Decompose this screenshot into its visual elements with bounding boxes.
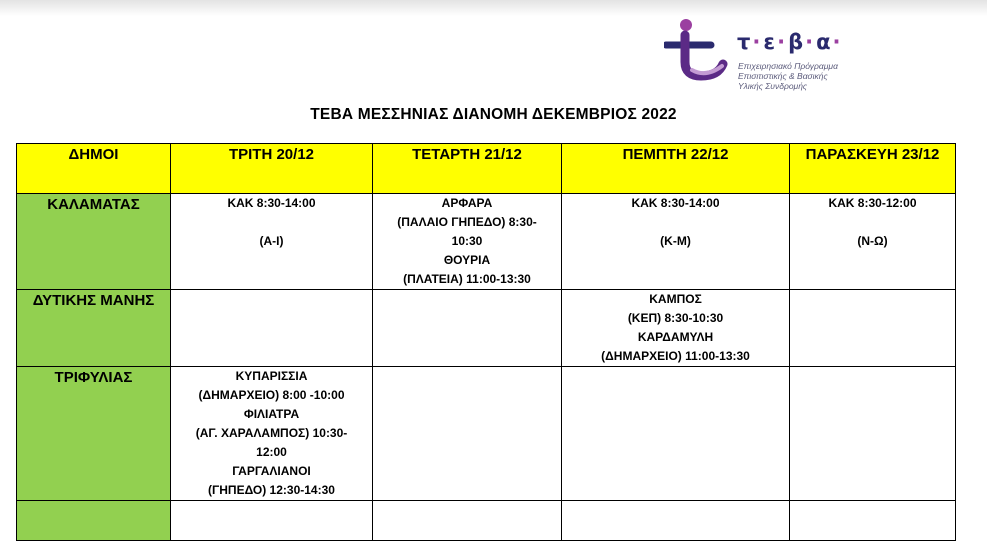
municipality-cell: ΔΥΤΙΚΗΣ ΜΑΝΗΣ bbox=[17, 290, 171, 367]
header-municipalities: ΔΗΜΟΙ bbox=[17, 144, 171, 194]
teva-logo-mark-icon bbox=[664, 18, 728, 82]
distribution-schedule-table bbox=[16, 143, 956, 541]
schedule-cell bbox=[171, 290, 373, 367]
table-row-partial bbox=[17, 501, 956, 541]
schedule-cell: ΚΑΚ 8:30-12:00 (Ν-Ω) bbox=[790, 194, 956, 290]
table-row bbox=[17, 194, 956, 290]
municipality-cell bbox=[17, 501, 171, 541]
schedule-cell bbox=[790, 367, 956, 501]
document-title: ΤΕΒΑ ΜΕΣΣΗΝΙΑΣ ΔΙΑΝΟΜΗ ΔΕΚΕΜΒΡΙΟΣ 2022 bbox=[310, 106, 677, 123]
header-tuesday: ΤΡΙΤΗ 20/12 bbox=[171, 144, 373, 194]
table-row bbox=[17, 290, 956, 367]
schedule-cell bbox=[562, 501, 790, 541]
schedule-cell bbox=[790, 501, 956, 541]
teva-tagline: Επιχειρησιακό Πρόγραμμα Επισιτιστικής & Βασικής Υλικής Συνδρομής bbox=[738, 61, 838, 91]
table-row bbox=[17, 367, 956, 501]
municipality-cell: ΤΡΙΦΥΛΙΑΣ bbox=[17, 367, 171, 501]
schedule-cell: ΑΡΦΑΡΑ (ΠΑΛΑΙΟ ΓΗΠΕΔΟ) 8:30- 10:30 ΘΟΥΡΙΑ (ΠΛΑΤΕΙΑ) 11:00-13:30 bbox=[373, 194, 562, 290]
teva-wordmark: τ·ε·β·α· bbox=[737, 30, 844, 54]
schedule-cell: ΚΑΜΠΟΣ (ΚΕΠ) 8:30-10:30 ΚΑΡΔΑΜΥΛΗ (ΔΗΜΑΡΧΕΙΟ) 11:00-13:30 bbox=[562, 290, 790, 367]
schedule-cell bbox=[171, 501, 373, 541]
header-friday: ΠΑΡΑΣΚΕΥΗ 23/12 bbox=[790, 144, 956, 194]
schedule-cell: ΚΥΠΑΡΙΣΣΙΑ (ΔΗΜΑΡΧΕΙΟ) 8:00 -10:00 ΦΙΛΙΑΤΡΑ (ΑΓ. ΧΑΡΑΛΑΜΠΟΣ) 10:30- 12:00 ΓΑΡΓΑΛΙΑΝΟΙ (ΓΗΠΕΔΟ) 12:30-14:30 bbox=[171, 367, 373, 501]
municipality-cell: ΚΑΛΑΜΑΤΑΣ bbox=[17, 194, 171, 290]
table-header-row bbox=[17, 144, 956, 194]
schedule-cell bbox=[373, 367, 562, 501]
header-thursday: ΠΕΜΠΤΗ 22/12 bbox=[562, 144, 790, 194]
schedule-cell: ΚΑΚ 8:30-14:00 (Α-Ι) bbox=[171, 194, 373, 290]
window-top-shadow bbox=[0, 0, 987, 16]
schedule-cell: ΚΑΚ 8:30-14:00 (Κ-Μ) bbox=[562, 194, 790, 290]
schedule-cell bbox=[373, 290, 562, 367]
schedule-cell bbox=[562, 367, 790, 501]
teva-logo bbox=[664, 18, 854, 92]
header-wednesday: ΤΕΤΑΡΤΗ 21/12 bbox=[373, 144, 562, 194]
schedule-cell bbox=[373, 501, 562, 541]
schedule-cell bbox=[790, 290, 956, 367]
